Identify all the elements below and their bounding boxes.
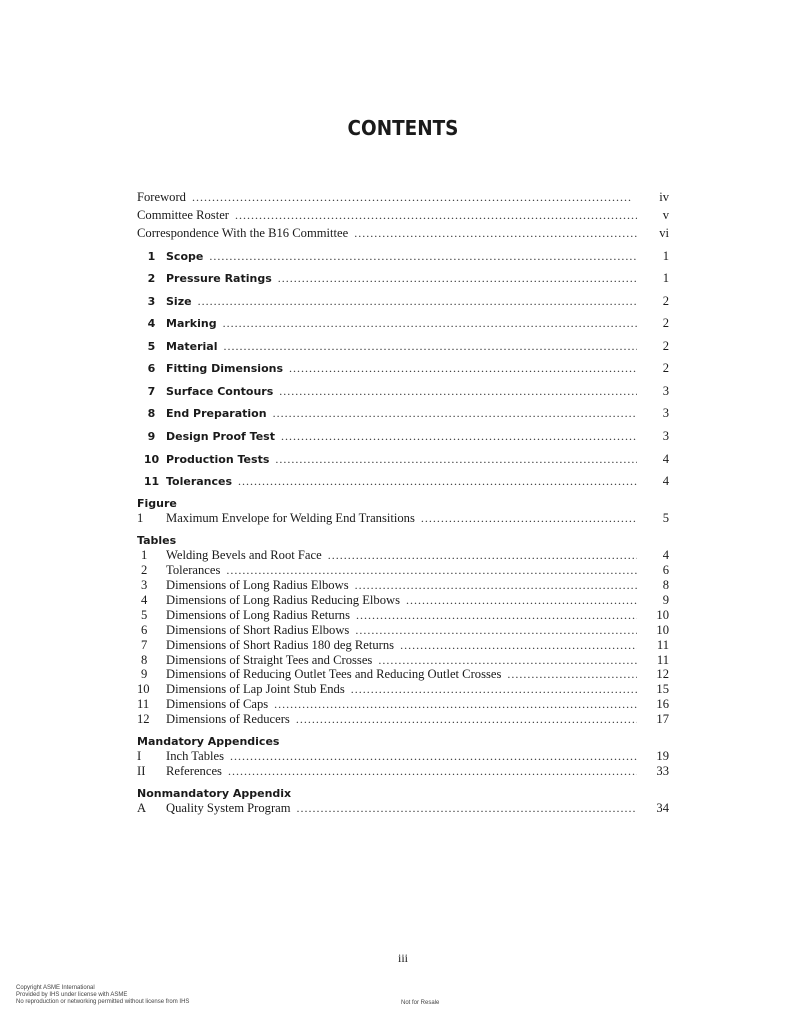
toc-section-1[interactable]	[137, 249, 669, 264]
toc-entry-correspondence[interactable]	[137, 226, 669, 241]
toc-table-11[interactable]	[137, 697, 669, 712]
dot-leader	[289, 361, 637, 376]
table-label: Dimensions of Straight Tees and Crosses	[166, 653, 373, 667]
section-label: Production Tests	[166, 453, 270, 466]
dot-leader	[278, 271, 637, 286]
table-page: 12	[656, 667, 669, 681]
dot-leader	[356, 608, 637, 623]
dot-leader	[274, 697, 637, 712]
toc-section-5[interactable]	[137, 339, 669, 354]
section-number: 9	[147, 430, 156, 443]
dot-leader	[238, 474, 637, 489]
toc-section-7[interactable]	[137, 384, 669, 399]
toc-table-2[interactable]	[137, 563, 669, 578]
section-page: 4	[662, 452, 669, 466]
section-label: Scope	[166, 250, 204, 263]
toc-table-5[interactable]	[137, 608, 669, 623]
toc-appendix-II[interactable]	[137, 764, 669, 779]
table-page: 16	[656, 697, 669, 711]
table-number: 8	[141, 653, 148, 667]
appendix-number: I	[137, 749, 142, 763]
section-number: 11	[143, 475, 160, 488]
dot-leader	[355, 623, 637, 638]
appendix-label: Inch Tables	[166, 749, 224, 763]
table-number: 5	[141, 608, 148, 622]
dot-leader	[230, 749, 637, 764]
toc-appendix-A[interactable]	[137, 801, 669, 816]
section-page: 4	[662, 474, 669, 488]
toc-table-7[interactable]	[137, 638, 669, 653]
toc-entry-foreword[interactable]	[137, 190, 669, 205]
toc-table-3[interactable]	[137, 578, 669, 593]
table-number: 1	[141, 548, 148, 562]
section-label: Design Proof Test	[166, 430, 275, 443]
section-page: 2	[662, 294, 669, 308]
appendix-label: References	[166, 764, 222, 778]
section-label: Tolerances	[166, 475, 233, 488]
table-label: Tolerances	[166, 563, 221, 577]
toc-section-11[interactable]	[137, 474, 669, 489]
table-label: Dimensions of Reducing Outlet Tees and Reducing Outlet Crosses	[166, 667, 502, 681]
section-page: 2	[662, 339, 669, 353]
section-page: 1	[662, 271, 669, 285]
dot-leader	[351, 682, 637, 697]
section-label: Surface Contours	[166, 385, 274, 398]
toc-section-4[interactable]	[137, 316, 669, 331]
toc-entry-page: iv	[659, 190, 669, 204]
dot-leader	[198, 294, 637, 309]
dot-leader	[226, 563, 637, 578]
section-number: 4	[147, 317, 156, 330]
toc-entry-label: Correspondence With the B16 Committee	[137, 226, 349, 240]
table-label: Dimensions of Short Radius Elbows	[166, 623, 350, 637]
table-page: 4	[662, 548, 669, 562]
table-label: Dimensions of Long Radius Elbows	[166, 578, 349, 592]
toc-section-3[interactable]	[137, 294, 669, 309]
section-number: 10	[143, 453, 160, 466]
dot-leader	[281, 429, 637, 444]
dot-leader	[378, 653, 637, 668]
dot-leader	[223, 316, 637, 331]
table-label: Dimensions of Reducers	[166, 712, 290, 726]
table-number: 10	[137, 682, 150, 696]
table-label: Dimensions of Long Radius Returns	[166, 608, 350, 622]
toc-entry-committee-roster[interactable]	[137, 208, 669, 223]
toc-entry-page: v	[662, 208, 669, 222]
table-number: 12	[137, 712, 150, 726]
footer-line: No reproduction or networking permitted without license from IHS	[16, 999, 190, 1005]
toc-figure-1[interactable]	[137, 511, 669, 526]
section-number: 8	[147, 407, 156, 420]
toc-section-10[interactable]	[137, 452, 669, 467]
table-label: Dimensions of Short Radius 180 deg Returns	[166, 638, 395, 652]
section-label: Fitting Dimensions	[166, 362, 284, 375]
toc-table-4[interactable]	[137, 593, 669, 608]
dot-leader	[209, 249, 637, 264]
page-number: iii	[397, 951, 408, 965]
section-page: 2	[662, 316, 669, 330]
dot-leader	[235, 208, 637, 223]
toc-entry-label: Committee Roster	[137, 208, 229, 222]
appendix-label: Quality System Program	[166, 801, 291, 815]
table-page: 9	[662, 593, 669, 607]
section-number: 3	[147, 295, 156, 308]
section-number: 5	[147, 340, 156, 353]
table-page: 10	[656, 608, 669, 622]
section-page: 3	[662, 384, 669, 398]
figure-number: 1	[137, 511, 144, 525]
section-label: End Preparation	[166, 407, 267, 420]
dot-leader	[421, 511, 637, 526]
dot-leader	[228, 764, 637, 779]
dot-leader	[275, 452, 637, 467]
appendix-page: 19	[656, 749, 669, 763]
table-page: 8	[662, 578, 669, 592]
dot-leader	[328, 548, 637, 563]
dot-leader	[406, 593, 637, 608]
footer-line: Copyright ASME International	[16, 985, 95, 991]
section-number: 6	[147, 362, 156, 375]
toc-table-9[interactable]	[137, 667, 669, 682]
dot-leader	[223, 339, 637, 354]
table-label: Dimensions of Long Radius Reducing Elbows	[166, 593, 401, 607]
toc-table-10[interactable]	[137, 682, 669, 697]
table-page: 11	[656, 638, 669, 652]
toc-section-9[interactable]	[137, 429, 669, 444]
toc-table-8[interactable]	[137, 653, 669, 668]
section-page: 3	[662, 406, 669, 420]
table-page: 17	[656, 712, 669, 726]
section-label: Marking	[166, 317, 217, 330]
section-label: Pressure Ratings	[166, 272, 272, 285]
table-page: 15	[656, 682, 669, 696]
toc-section-2[interactable]	[137, 271, 669, 286]
table-number: 6	[141, 623, 148, 637]
table-page: 6	[662, 563, 669, 577]
toc-entry-label: Foreword	[137, 190, 186, 204]
appendix-page: 34	[656, 801, 669, 815]
appendix-page: 33	[656, 764, 669, 778]
dot-leader	[296, 712, 637, 727]
section-number: 7	[147, 385, 156, 398]
dot-leader	[400, 638, 637, 653]
appendix-number: A	[137, 801, 147, 815]
table-number: 3	[141, 578, 148, 592]
toc-table-12[interactable]	[137, 712, 669, 727]
table-page: 11	[656, 653, 669, 667]
figure-label: Maximum Envelope for Welding End Transitions	[166, 511, 415, 525]
page-title: CONTENTS	[347, 116, 459, 140]
dot-leader	[355, 578, 637, 593]
copyright-footer	[16, 985, 189, 1006]
table-label: Dimensions of Lap Joint Stub Ends	[166, 682, 345, 696]
footer-line: Provided by IHS under license with ASME	[16, 992, 128, 998]
dot-leader	[192, 190, 637, 205]
resale-notice: Not for Resale	[401, 1000, 440, 1006]
table-number: 11	[137, 697, 150, 711]
figure-page: 5	[662, 511, 669, 525]
nonmandatory-appendix-heading: Nonmandatory Appendix	[137, 787, 292, 800]
section-page: 2	[662, 361, 669, 375]
table-label: Welding Bevels and Root Face	[166, 548, 322, 562]
tables-heading: Tables	[137, 534, 177, 547]
table-number: 7	[141, 638, 148, 652]
dot-leader	[279, 384, 637, 399]
dot-leader	[354, 226, 637, 241]
section-page: 1	[662, 249, 669, 263]
table-page: 10	[656, 623, 669, 637]
toc-table-1[interactable]	[137, 548, 669, 563]
section-number: 1	[147, 250, 156, 263]
toc-table-6[interactable]	[137, 623, 669, 638]
mandatory-appendices-heading: Mandatory Appendices	[137, 735, 280, 748]
toc-entry-page: vi	[659, 226, 669, 240]
dot-leader	[297, 801, 637, 816]
appendix-number: II	[137, 764, 146, 778]
section-label: Material	[166, 340, 218, 353]
table-number: 4	[141, 593, 148, 607]
dot-leader	[507, 667, 637, 682]
section-number: 2	[147, 272, 156, 285]
section-label: Size	[166, 295, 192, 308]
toc-section-8[interactable]	[137, 406, 669, 421]
dot-leader	[273, 406, 637, 421]
toc-appendix-I[interactable]	[137, 749, 669, 764]
table-number: 9	[141, 667, 148, 681]
table-number: 2	[141, 563, 148, 577]
table-label: Dimensions of Caps	[166, 697, 269, 711]
toc-section-6[interactable]	[137, 361, 669, 376]
section-page: 3	[662, 429, 669, 443]
figure-heading: Figure	[137, 497, 177, 510]
